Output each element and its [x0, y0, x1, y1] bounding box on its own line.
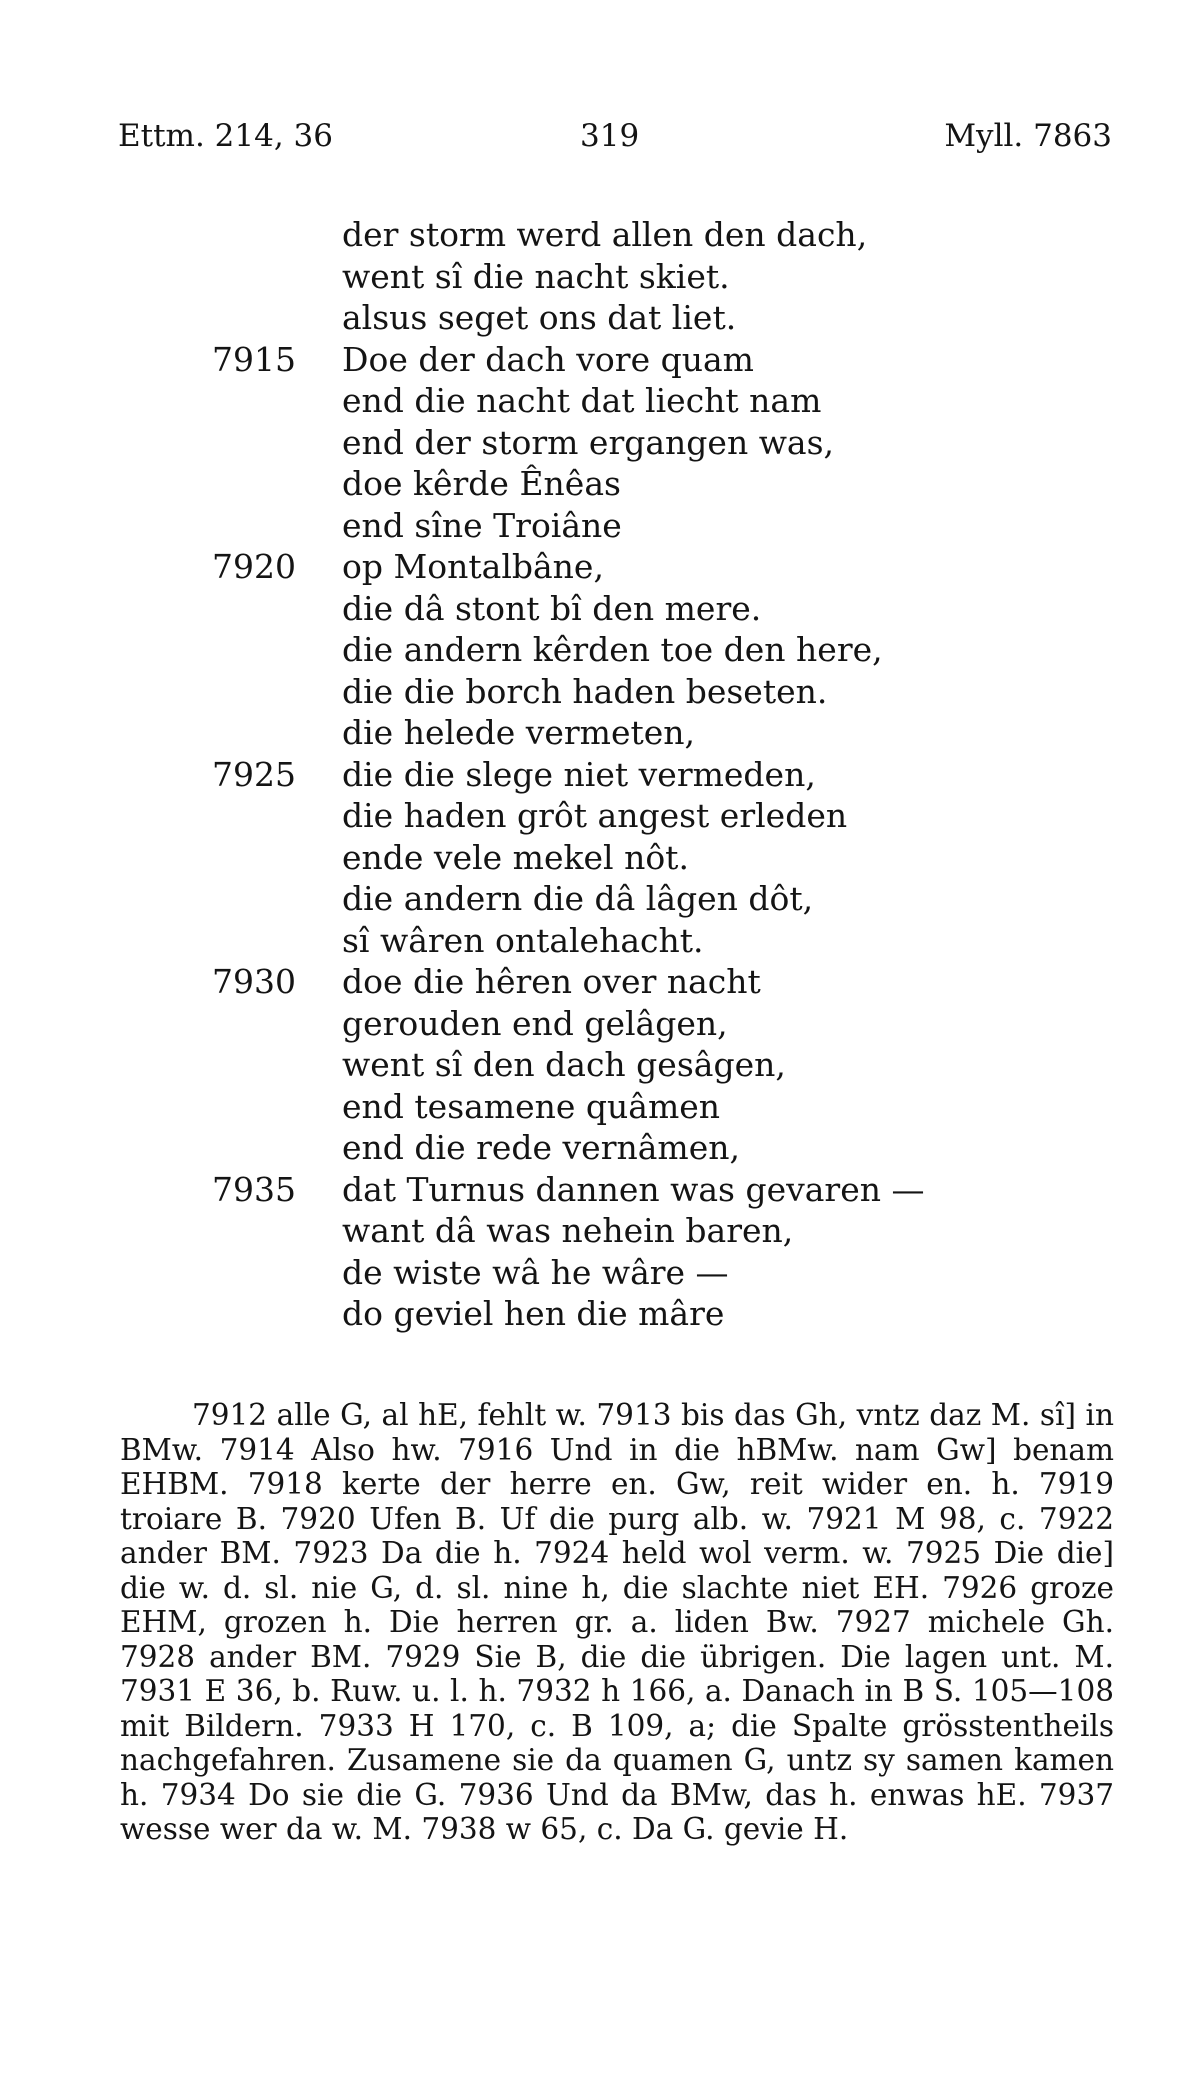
verse-text: die helede vermeten, — [342, 713, 696, 752]
verse-line — [0, 422, 1200, 464]
verse-text: die andern die dâ lâgen dôt, — [342, 879, 814, 918]
verse-text: der storm werd allen den dach, — [342, 215, 868, 254]
verse-line — [0, 1252, 1200, 1294]
verse-text: went sî den dach gesâgen, — [342, 1045, 786, 1084]
apparatus-notes: 7912 alle G, al hE, fehlt w. 7913 bis das Gh, vntz daz M. sî] in BMw. 7914 Also hw. 7916 Und in die hBMw. nam Gw] benam EHBM. 7918 kerte der herre en. Gw, reit wider en. h. 7919 troiare B. 7920 Ufen B. Uf die purg alb. w. 7921 M 98, c. 7922 ander BM. 7923 Da die h. 7924 held wol verm. w. 7925 Die die] die w. d. sl. nie G, d. sl. nine h, die slachte niet EH. 7926 groze EHM, grozen h. Die herren gr. a. liden Bw. 7927 michele Gh. 7928 ander BM. 7929 Sie B, die die übrigen. Die lagen unt. M. 7931 E 36, b. Ruw. u. l. h. 7932 h 166, a. Danach in B S. 105—108 mit Bildern. 7933 H 170, c. B 109, a; die Spalte grösstentheils nachgefahren. Zusamene sie da quamen G, untz sy samen kamen h. 7934 Do sie die G. 7936 Und da BMw, das h. enwas hE. 7937 wesse wer da w. M. 7938 w 65, c. Da G. gevie H. — [120, 1398, 1114, 1846]
critical-apparatus — [120, 1398, 1114, 1847]
verse-text: end die rede vernâmen, — [342, 1128, 740, 1167]
line-number: 7925 — [212, 754, 296, 794]
verse-line — [0, 1169, 1200, 1211]
verse-line — [0, 712, 1200, 754]
verse-text: die haden grôt angest erleden — [342, 796, 848, 835]
page-number: 319 — [580, 118, 640, 154]
verse-line — [0, 837, 1200, 879]
verse-line — [0, 629, 1200, 671]
verse-line — [0, 1003, 1200, 1045]
verse-text: doe die hêren over nacht — [342, 962, 761, 1001]
verse-text: end tesamene quâmen — [342, 1086, 721, 1126]
verse-line — [0, 878, 1200, 920]
verse-block — [0, 214, 1200, 1335]
verse-text: sî wâren ontalehacht. — [342, 920, 704, 960]
verse-text: end die nacht dat liecht nam — [342, 381, 822, 420]
running-header — [118, 118, 1112, 164]
verse-text: alsus seget ons dat liet. — [342, 298, 737, 337]
line-number: 7920 — [212, 547, 296, 586]
verse-line — [0, 754, 1200, 796]
verse-line — [0, 463, 1200, 505]
verse-text: die die borch haden beseten. — [342, 671, 828, 711]
verse-text: do geviel hen die mâre — [342, 1294, 725, 1333]
verse-line — [0, 1293, 1200, 1335]
verse-line — [0, 1044, 1200, 1086]
verse-line — [0, 1210, 1200, 1252]
verse-text: op Montalbâne, — [342, 547, 604, 586]
verse-line — [0, 339, 1200, 381]
verse-text: doe kêrde Ênêas — [342, 464, 621, 503]
verse-text: die dâ stont bî den mere. — [342, 588, 762, 628]
verse-line — [0, 1086, 1200, 1128]
header-right-reference: Myll. 7863 — [944, 118, 1112, 154]
verse-line — [0, 256, 1200, 298]
line-number: 7930 — [212, 962, 296, 1001]
verse-text: gerouden end gelâgen, — [342, 1003, 728, 1043]
verse-text: dat Turnus dannen was gevaren — — [342, 1169, 925, 1209]
verse-line — [0, 214, 1200, 256]
header-left-reference: Ettm. 214, 36 — [118, 118, 333, 154]
verse-line — [0, 546, 1200, 588]
verse-text: want dâ was nehein baren, — [342, 1211, 794, 1250]
verse-line — [0, 961, 1200, 1003]
verse-line — [0, 380, 1200, 422]
verse-line — [0, 505, 1200, 547]
line-number: 7935 — [212, 1169, 296, 1209]
verse-text: die die slege niet vermeden, — [342, 754, 816, 794]
verse-text: ende vele mekel nôt. — [342, 837, 689, 877]
verse-text: Doe der dach vore quam — [342, 339, 754, 379]
verse-line — [0, 1127, 1200, 1169]
verse-line — [0, 671, 1200, 713]
verse-text: end der storm ergangen was, — [342, 422, 835, 462]
verse-text: went sî die nacht skiet. — [342, 256, 730, 296]
verse-line — [0, 588, 1200, 630]
line-number: 7915 — [212, 339, 296, 379]
verse-text: de wiste wâ he wâre — — [342, 1252, 729, 1292]
verse-text: end sîne Troiâne — [342, 505, 622, 545]
verse-line — [0, 297, 1200, 339]
verse-line — [0, 795, 1200, 837]
verse-line — [0, 920, 1200, 962]
verse-text: die andern kêrden toe den here, — [342, 630, 883, 669]
